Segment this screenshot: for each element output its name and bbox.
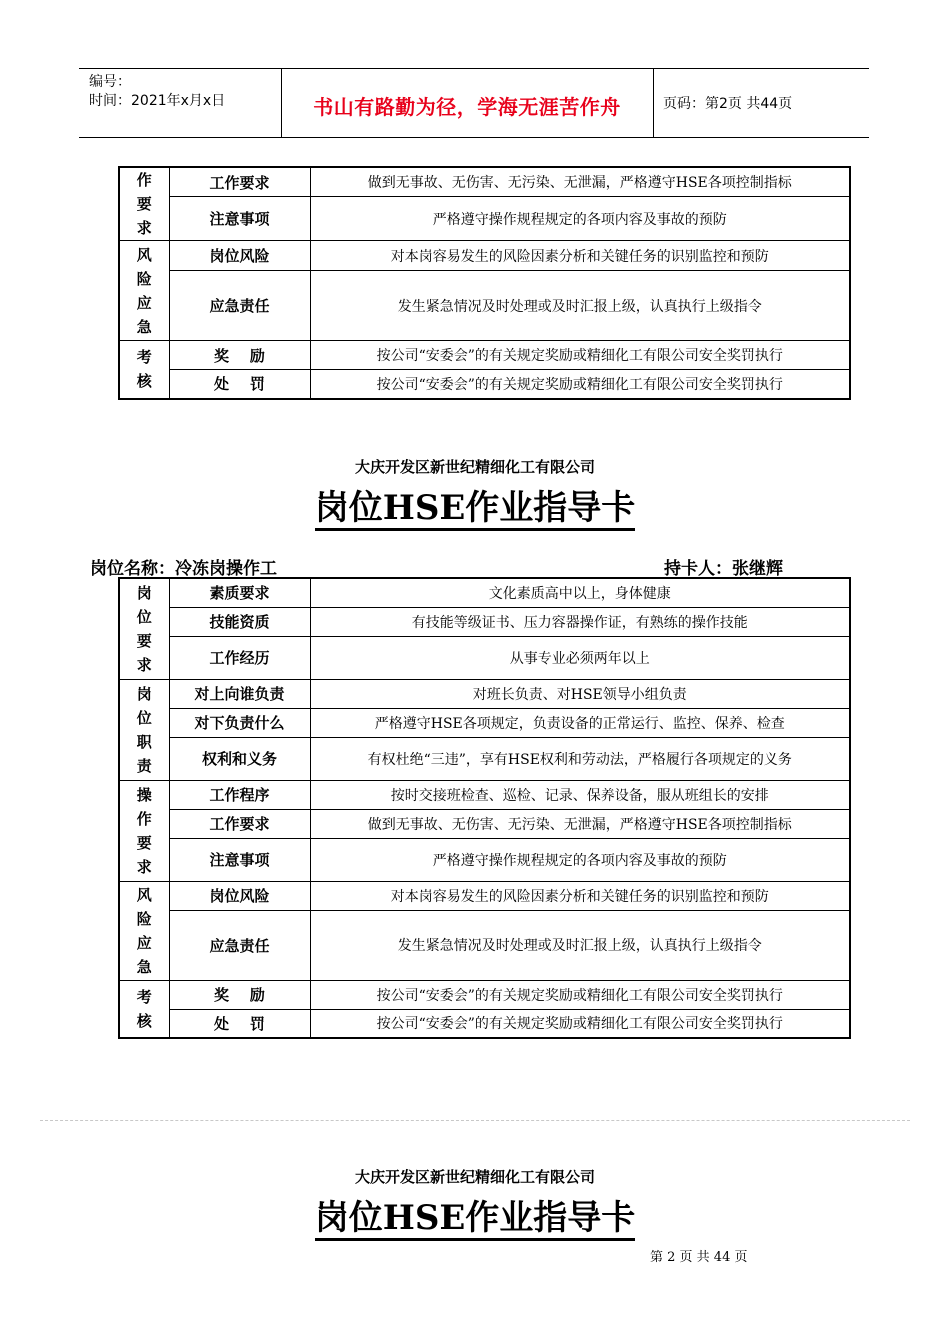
table-row: [119, 241, 850, 271]
content-cell: 从事专业必须两年以上: [310, 636, 850, 679]
item-cell: 岗位风险: [169, 881, 310, 910]
item-cell: 对下负责什么: [169, 708, 310, 737]
content-cell: 按公司“安委会”的有关规定奖励或精细化工有限公司安全奖罚执行: [310, 1009, 850, 1038]
table-row: [119, 809, 850, 838]
table-row: [119, 271, 850, 341]
content-cell: 按时交接班检查、巡检、记录、保养设备，服从班组长的安排: [310, 780, 850, 809]
table-row: [119, 980, 850, 1009]
category-label: 操作要求: [136, 785, 152, 876]
header-meta: [89, 73, 225, 111]
page-footer: 第 2 页 共 44 页: [650, 1250, 748, 1265]
table-row: [119, 1009, 850, 1038]
table-row: [119, 607, 850, 636]
content-cell: 对班长负责、对HSE领导小组负责: [310, 679, 850, 708]
item-cell: 奖 励: [169, 980, 310, 1009]
content-cell: 严格遵守操作规程规定的各项内容及事故的预防: [310, 197, 850, 241]
page-header: [79, 68, 869, 138]
item-cell: 注意事项: [169, 838, 310, 881]
content-cell: 有权杜绝“三违”，享有HSE权利和劳动法，严格履行各项规定的义务: [310, 737, 850, 780]
category-cell: [119, 241, 169, 341]
item-cell: 权利和义务: [169, 737, 310, 780]
category-cell: [119, 881, 169, 980]
item-cell: 工作要求: [169, 167, 310, 197]
content-cell: 发生紧急情况及时处理或及时汇报上级，认真执行上级指令: [310, 271, 850, 341]
company-name: 大庆开发区新世纪精细化工有限公司: [354, 458, 595, 476]
table-row: [119, 708, 850, 737]
table-row: [119, 197, 850, 241]
category-label: 岗位职责: [136, 684, 152, 775]
header-time: 时间：2021年x月x日: [89, 93, 226, 109]
card-title-text: 岗位HSE作业指导卡: [315, 488, 636, 531]
table-row: [119, 910, 850, 980]
content-cell: 发生紧急情况及时处理或及时汇报上级，认真执行上级指令: [310, 910, 850, 980]
table-row: [119, 737, 850, 780]
category-label: 风险应急: [136, 885, 152, 976]
category-label: 风险应急: [136, 245, 152, 336]
table-row: [119, 780, 850, 809]
partial-card-body: [119, 167, 850, 399]
content-cell: 严格遵守操作规程规定的各项内容及事故的预防: [310, 838, 850, 881]
item-cell: 注意事项: [169, 197, 310, 241]
content-cell: 对本岗容易发生的风险因素分析和关键任务的识别监控和预防: [310, 241, 850, 271]
content-cell: 按公司“安委会”的有关规定奖励或精细化工有限公司安全奖罚执行: [310, 370, 850, 399]
next-card-title-text: 岗位HSE作业指导卡: [315, 1198, 636, 1241]
item-cell: 处 罚: [169, 370, 310, 399]
category-cell: [119, 167, 169, 241]
header-motto: 书山有路勤为径，学海无涯苦作舟: [313, 95, 621, 119]
next-card-title: [0, 1190, 950, 1239]
item-cell: 应急责任: [169, 910, 310, 980]
table-row: [119, 838, 850, 881]
category-cell: [119, 341, 169, 399]
header-divider: [653, 69, 654, 137]
category-label: 岗位要求: [136, 583, 152, 674]
category-cell: [119, 578, 169, 679]
hse-card-table: [118, 577, 851, 1039]
category-cell: [119, 679, 169, 780]
table-row: [119, 370, 850, 399]
header-number: 编号：: [89, 74, 131, 90]
item-cell: 素质要求: [169, 578, 310, 607]
table-row: [119, 167, 850, 197]
content-cell: 做到无事故、无伤害、无污染、无泄漏，严格遵守HSE各项控制指标: [310, 809, 850, 838]
header-page-info: 页码：第2页 共44页: [663, 96, 793, 112]
content-cell: 按公司“安委会”的有关规定奖励或精细化工有限公司安全奖罚执行: [310, 980, 850, 1009]
item-cell: 对上向谁负责: [169, 679, 310, 708]
content-cell: 对本岗容易发生的风险因素分析和关键任务的识别监控和预防: [310, 881, 850, 910]
table-row: [119, 679, 850, 708]
post-name: 岗位名称：冷冻岗操作工: [90, 559, 277, 579]
category-label: 考核: [136, 348, 152, 391]
card-holder: 持卡人：张继辉: [664, 559, 783, 579]
next-company-name: 大庆开发区新世纪精细化工有限公司: [354, 1168, 595, 1186]
page-break-line: [40, 1120, 910, 1121]
item-cell: 奖 励: [169, 341, 310, 370]
item-cell: 岗位风险: [169, 241, 310, 271]
card-title: [0, 480, 950, 529]
hse-card-body: [119, 578, 850, 1038]
category-cell: [119, 780, 169, 881]
item-cell: 工作要求: [169, 809, 310, 838]
content-cell: 有技能等级证书、压力容器操作证，有熟练的操作技能: [310, 607, 850, 636]
item-cell: 工作经历: [169, 636, 310, 679]
item-cell: 应急责任: [169, 271, 310, 341]
item-cell: 处 罚: [169, 1009, 310, 1038]
table-row: [119, 341, 850, 370]
item-cell: 工作程序: [169, 780, 310, 809]
content-cell: 严格遵守HSE各项规定，负责设备的正常运行、监控、保养、检查: [310, 708, 850, 737]
category-label: 考核: [136, 987, 152, 1030]
table-row: [119, 636, 850, 679]
category-cell: [119, 980, 169, 1038]
partial-card-table: [118, 166, 851, 400]
content-cell: 按公司“安委会”的有关规定奖励或精细化工有限公司安全奖罚执行: [310, 341, 850, 370]
category-label: 作要求: [136, 171, 152, 237]
table-row: [119, 881, 850, 910]
content-cell: 做到无事故、无伤害、无污染、无泄漏，严格遵守HSE各项控制指标: [310, 167, 850, 197]
table-row: [119, 578, 850, 607]
content-cell: 文化素质高中以上，身体健康: [310, 578, 850, 607]
item-cell: 技能资质: [169, 607, 310, 636]
